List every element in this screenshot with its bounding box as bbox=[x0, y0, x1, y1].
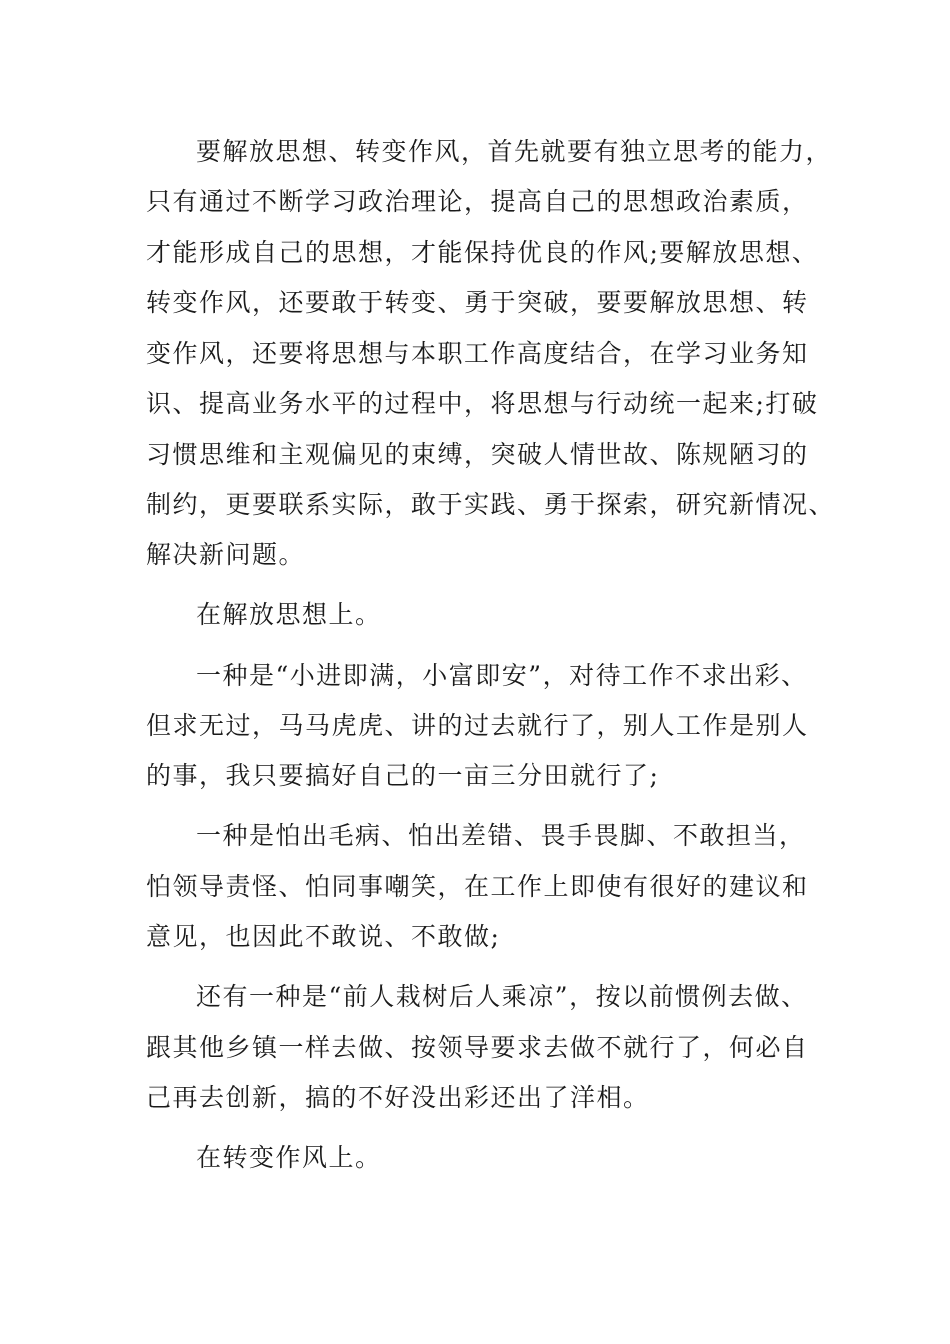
paragraph-3-line-3: 的事，我只要搞好自己的一亩三分田就行了; bbox=[146, 761, 660, 790]
paragraph-1-line-1: 要解放思想、转变作风，首先就要有独立思考的能力， bbox=[196, 137, 833, 166]
paragraph-1-line-3: 才能形成自己的思想，才能保持优良的作风;要解放思想、 bbox=[146, 238, 819, 267]
paragraph-4-line-3: 意见，也因此不敢说、不敢做; bbox=[146, 922, 501, 951]
paragraph-2-line-1: 在解放思想上。 bbox=[196, 600, 382, 629]
paragraph-1-line-4: 转变作风，还要敢于转变、勇于突破，要要解放思想、转 bbox=[146, 288, 809, 317]
paragraph-6-line-1: 在转变作风上。 bbox=[196, 1143, 382, 1172]
paragraph-5-line-3: 己再去创新，搞的不好没出彩还出了洋相。 bbox=[146, 1083, 650, 1112]
paragraph-4-line-2: 怕领导责怪、怕同事嘲笑，在工作上即使有很好的建议和 bbox=[146, 872, 809, 901]
paragraph-5-line-1: 还有一种是“前人栽树后人乘凉”，按以前惯例去做、 bbox=[196, 982, 808, 1011]
paragraph-3-line-2: 但求无过，马马虎虎、讲的过去就行了，别人工作是别人 bbox=[146, 711, 809, 740]
paragraph-1-line-8: 制约，更要联系实际，敢于实践、勇于探索，研究新情况、 bbox=[146, 490, 836, 519]
paragraph-1-line-6: 识、提高业务水平的过程中，将思想与行动统一起来;打破 bbox=[146, 389, 819, 418]
paragraph-1-line-2: 只有通过不断学习政治理论，提高自己的思想政治素质， bbox=[146, 187, 809, 216]
paragraph-4-line-1: 一种是怕出毛病、怕出差错、畏手畏脚、不敢担当， bbox=[196, 821, 806, 850]
paragraph-1-line-7: 习惯思维和主观偏见的束缚，突破人情世故、陈规陋习的 bbox=[146, 440, 809, 469]
paragraph-1-line-5: 变作风，还要将思想与本职工作高度结合，在学习业务知 bbox=[146, 339, 809, 368]
paragraph-3-line-1: 一种是“小进即满，小富即安”，对待工作不求出彩、 bbox=[196, 661, 808, 690]
paragraph-5-line-2: 跟其他乡镇一样去做、按领导要求去做不就行了，何必自 bbox=[146, 1033, 809, 1062]
paragraph-1-line-9: 解决新问题。 bbox=[146, 540, 306, 569]
